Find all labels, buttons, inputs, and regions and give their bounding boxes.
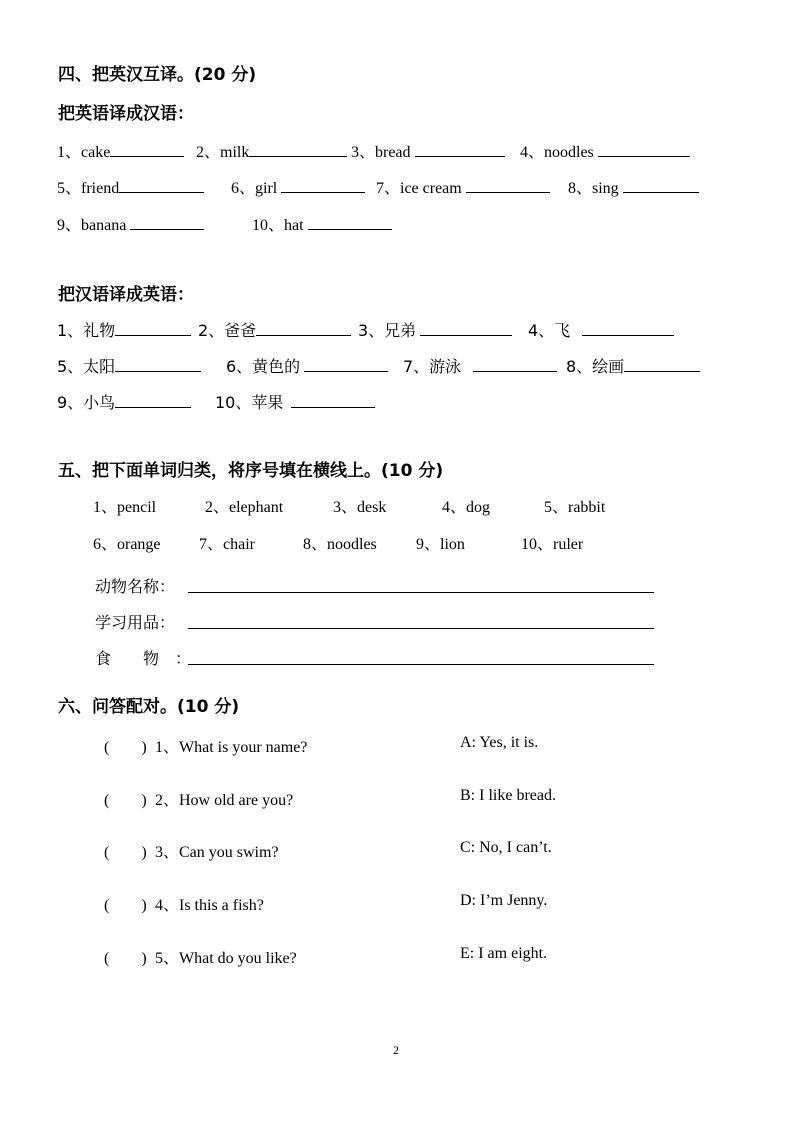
word-10: 10、ruler bbox=[521, 536, 584, 553]
cn-item-6-label: 6、黄色的 bbox=[226, 357, 301, 376]
answer-blank[interactable] bbox=[119, 178, 204, 193]
answer-blank[interactable] bbox=[473, 357, 557, 372]
cn-item-5 bbox=[57, 354, 201, 377]
word-8: 8、noodles bbox=[303, 536, 377, 553]
en-item-6 bbox=[231, 175, 365, 198]
word-7: 7、chair bbox=[199, 536, 255, 553]
answer-blank[interactable] bbox=[624, 357, 700, 372]
answer-bracket-1[interactable]: ( ) bbox=[104, 739, 147, 756]
section4-subtitle-cn2en: 把汉语译成英语： bbox=[58, 285, 194, 305]
category-animals-label: 动物名称： bbox=[95, 577, 176, 596]
cn-item-4 bbox=[528, 318, 674, 341]
cn-item-10-label: 10、苹果 bbox=[215, 393, 284, 412]
cn-item-9 bbox=[57, 390, 191, 413]
en-item-4 bbox=[520, 139, 690, 162]
en-item-1-label: 1、cake bbox=[57, 144, 111, 161]
answer-a: A: Yes, it is. bbox=[460, 734, 539, 751]
en-item-8-label: 8、sing bbox=[568, 180, 619, 197]
question-3: 3、Can you swim? bbox=[155, 844, 279, 861]
answer-blank[interactable] bbox=[115, 393, 191, 408]
cn-item-9-label: 9、小鸟 bbox=[57, 393, 116, 412]
cn-item-3-label: 3、兄弟 bbox=[358, 321, 417, 340]
answer-blank[interactable] bbox=[466, 178, 550, 193]
answer-blank[interactable] bbox=[304, 357, 388, 372]
cn-item-3 bbox=[358, 318, 512, 341]
category-stationery-line[interactable] bbox=[188, 628, 654, 629]
word-9: 9、lion bbox=[416, 536, 465, 553]
cn-item-8-label: 8、绘画 bbox=[566, 357, 625, 376]
answer-blank[interactable] bbox=[582, 321, 674, 336]
answer-blank[interactable] bbox=[420, 321, 512, 336]
en-item-8 bbox=[568, 175, 699, 198]
question-5: 5、What do you like? bbox=[155, 950, 297, 967]
en-item-1 bbox=[57, 139, 184, 162]
word-3: 3、desk bbox=[333, 499, 387, 516]
word-5: 5、rabbit bbox=[544, 499, 606, 516]
answer-bracket-2[interactable]: ( ) bbox=[104, 792, 147, 809]
answer-b: B: I like bread. bbox=[460, 787, 556, 804]
answer-bracket-3[interactable]: ( ) bbox=[104, 844, 147, 861]
section4-title: 四、把英汉互译。(20 分) bbox=[58, 65, 257, 85]
cn-item-7-label: 7、游泳 bbox=[403, 357, 462, 376]
cn-item-5-label: 5、太阳 bbox=[57, 357, 116, 376]
answer-blank[interactable] bbox=[291, 393, 375, 408]
cn-item-8 bbox=[566, 354, 700, 377]
answer-blank[interactable] bbox=[249, 142, 347, 157]
cn-item-6 bbox=[226, 354, 388, 377]
en-item-7 bbox=[376, 175, 550, 198]
answer-blank[interactable] bbox=[623, 178, 699, 193]
answer-blank[interactable] bbox=[110, 142, 184, 157]
en-item-10 bbox=[252, 212, 392, 235]
en-item-5 bbox=[57, 175, 204, 198]
section5-title: 五、把下面单词归类，将序号填在横线上。(10 分) bbox=[58, 461, 444, 481]
category-food-line[interactable] bbox=[188, 664, 654, 665]
answer-blank[interactable] bbox=[415, 142, 505, 157]
section4-subtitle-en2cn: 把英语译成汉语： bbox=[58, 104, 194, 124]
category-stationery-label: 学习用品： bbox=[95, 613, 176, 632]
answer-blank[interactable] bbox=[281, 178, 365, 193]
cn-item-2-label: 2、爸爸 bbox=[198, 321, 257, 340]
answer-bracket-4[interactable]: ( ) bbox=[104, 897, 147, 914]
section6-title: 六、问答配对。(10 分) bbox=[58, 697, 240, 717]
answer-blank[interactable] bbox=[256, 321, 351, 336]
en-item-5-label: 5、friend bbox=[57, 180, 120, 197]
category-food-label: 食 物 ： bbox=[95, 649, 192, 668]
en-item-9-label: 9、banana bbox=[57, 217, 127, 234]
answer-bracket-5[interactable]: ( ) bbox=[104, 950, 147, 967]
en-item-3 bbox=[351, 139, 505, 162]
word-2: 2、elephant bbox=[205, 499, 284, 516]
en-item-9 bbox=[57, 212, 204, 235]
en-item-6-label: 6、girl bbox=[231, 180, 278, 197]
cn-item-2 bbox=[198, 318, 351, 341]
word-4: 4、dog bbox=[442, 499, 491, 516]
answer-blank[interactable] bbox=[130, 215, 204, 230]
en-item-7-label: 7、ice cream bbox=[376, 180, 462, 197]
answer-blank[interactable] bbox=[598, 142, 690, 157]
word-6: 6、orange bbox=[93, 536, 161, 553]
answer-c: C: No, I can’t. bbox=[460, 839, 552, 856]
en-item-4-label: 4、noodles bbox=[520, 144, 594, 161]
question-4: 4、Is this a fish? bbox=[155, 897, 264, 914]
question-2: 2、How old are you? bbox=[155, 792, 294, 809]
answer-blank[interactable] bbox=[115, 321, 191, 336]
en-item-10-label: 10、hat bbox=[252, 217, 304, 234]
page-number: 2 bbox=[393, 1043, 399, 1057]
en-item-3-label: 3、bread bbox=[351, 144, 411, 161]
word-1: 1、pencil bbox=[93, 499, 157, 516]
cn-item-1-label: 1、礼物 bbox=[57, 321, 116, 340]
question-1: 1、What is your name? bbox=[155, 739, 308, 756]
en-item-2 bbox=[196, 139, 347, 162]
answer-e: E: I am eight. bbox=[460, 945, 548, 962]
cn-item-1 bbox=[57, 318, 191, 341]
answer-blank[interactable] bbox=[115, 357, 201, 372]
answer-blank[interactable] bbox=[308, 215, 392, 230]
cn-item-4-label: 4、飞 bbox=[528, 321, 571, 340]
cn-item-10 bbox=[215, 390, 375, 413]
en-item-2-label: 2、milk bbox=[196, 144, 250, 161]
category-animals-line[interactable] bbox=[188, 592, 654, 593]
cn-item-7 bbox=[403, 354, 557, 377]
answer-d: D: I’m Jenny. bbox=[460, 892, 548, 909]
